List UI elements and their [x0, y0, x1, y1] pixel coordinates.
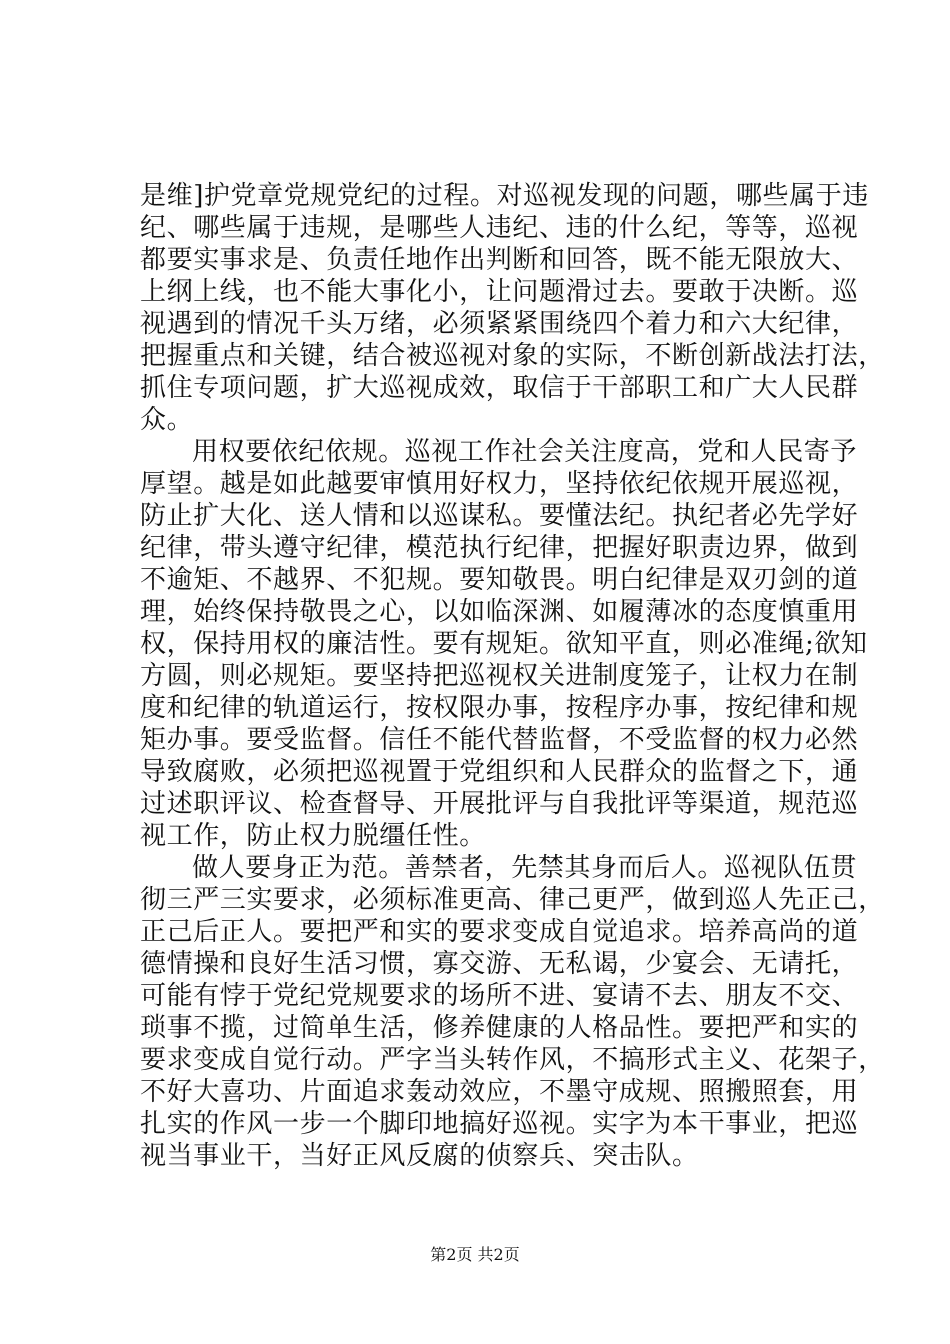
text-line: 众。: [140, 405, 194, 435]
text-line: 防止扩大化、送人情和以巡谋私。要懂法纪。执纪者必先学好: [140, 501, 859, 531]
text-line: 导致腐败，必须把巡视置于党组织和人民群众的监督之下，通: [140, 757, 859, 787]
text-line: 可能有悖于党纪党规要求的场所不进、宴请不去、朋友不交、: [140, 981, 859, 1011]
text-line: 彻三严三实要求，必须标准更高、律己更严，做到巡人先正己，: [140, 885, 885, 915]
text-line: 要求变成自觉行动。严字当头转作风，不搞形式主义、花架子，: [140, 1045, 885, 1075]
text-line: 纪、哪些属于违规，是哪些人违纪、违的什么纪，等等，巡视: [140, 213, 859, 243]
text-line: 是维]护党章党规党纪的过程。对巡视发现的问题，哪些属于违: [140, 181, 869, 211]
text-line: 视工作，防止权力脱缰任性。: [140, 821, 486, 851]
paragraph-3: [140, 852, 885, 1172]
document-body: [140, 180, 885, 1172]
text-line: 过述职评议、检查督导、开展批评与自我批评等渠道，规范巡: [140, 789, 859, 819]
text-line: 扎实的作风一步一个脚印地搞好巡视。实字为本干事业，把巡: [140, 1109, 859, 1139]
text-line: 视遇到的情况千头万绪，必须紧紧围绕四个着力和六大纪律，: [140, 309, 859, 339]
text-line: 琐事不揽，过简单生活，修养健康的人格品性。要把严和实的: [140, 1013, 859, 1043]
text-line: 抓住专项问题，扩大巡视成效，取信于干部职工和广大人民群: [140, 373, 859, 403]
text-line: 度和纪律的轨道运行，按权限办事，按程序办事，按纪律和规: [140, 693, 859, 723]
text-line: 德情操和良好生活习惯，寡交游、无私谒，少宴会、无请托，: [140, 949, 859, 979]
text-line: 权，保持用权的廉洁性。要有规矩。欲知平直，则必准绳;欲知: [140, 629, 868, 659]
text-line: 都要实事求是、负责任地作出判断和回答，既不能无限放大、: [140, 245, 859, 275]
text-line: 方圆，则必规矩。要坚持把巡视权关进制度笼子，让权力在制: [140, 661, 859, 691]
paragraph-1: [140, 180, 885, 436]
text-line: 用权要依纪依规。巡视工作社会关注度高，党和人民寄予: [192, 437, 858, 467]
text-line: 上纲上线，也不能大事化小，让问题滑过去。要敢于决断。巡: [140, 277, 859, 307]
text-line: 厚望。越是如此越要审慎用好权力，坚持依纪依规开展巡视，: [140, 469, 859, 499]
text-line: 视当事业干，当好正风反腐的侦察兵、突击队。: [140, 1141, 699, 1171]
text-line: 矩办事。要受监督。信任不能代替监督，不受监督的权力必然: [140, 725, 859, 755]
text-line: 理，始终保持敬畏之心，以如临深渊、如履薄冰的态度慎重用: [140, 597, 859, 627]
text-line: 纪律，带头遵守纪律，模范执行纪律，把握好职责边界，做到: [140, 533, 859, 563]
text-line: 不逾矩、不越界、不犯规。要知敬畏。明白纪律是双刃剑的道: [140, 565, 859, 595]
text-line: 把握重点和关键，结合被巡视对象的实际，不断创新战法打法，: [140, 341, 885, 371]
text-line: 正己后正人。要把严和实的要求变成自觉追求。培养高尚的道: [140, 917, 859, 947]
text-line: 做人要身正为范。善禁者，先禁其身而后人。巡视队伍贯: [192, 853, 858, 883]
paragraph-2: [140, 436, 868, 852]
text-line: 不好大喜功、片面追求轰动效应，不墨守成规、照搬照套，用: [140, 1077, 859, 1107]
page-number-footer: 第2页 共2页: [430, 1245, 520, 1264]
